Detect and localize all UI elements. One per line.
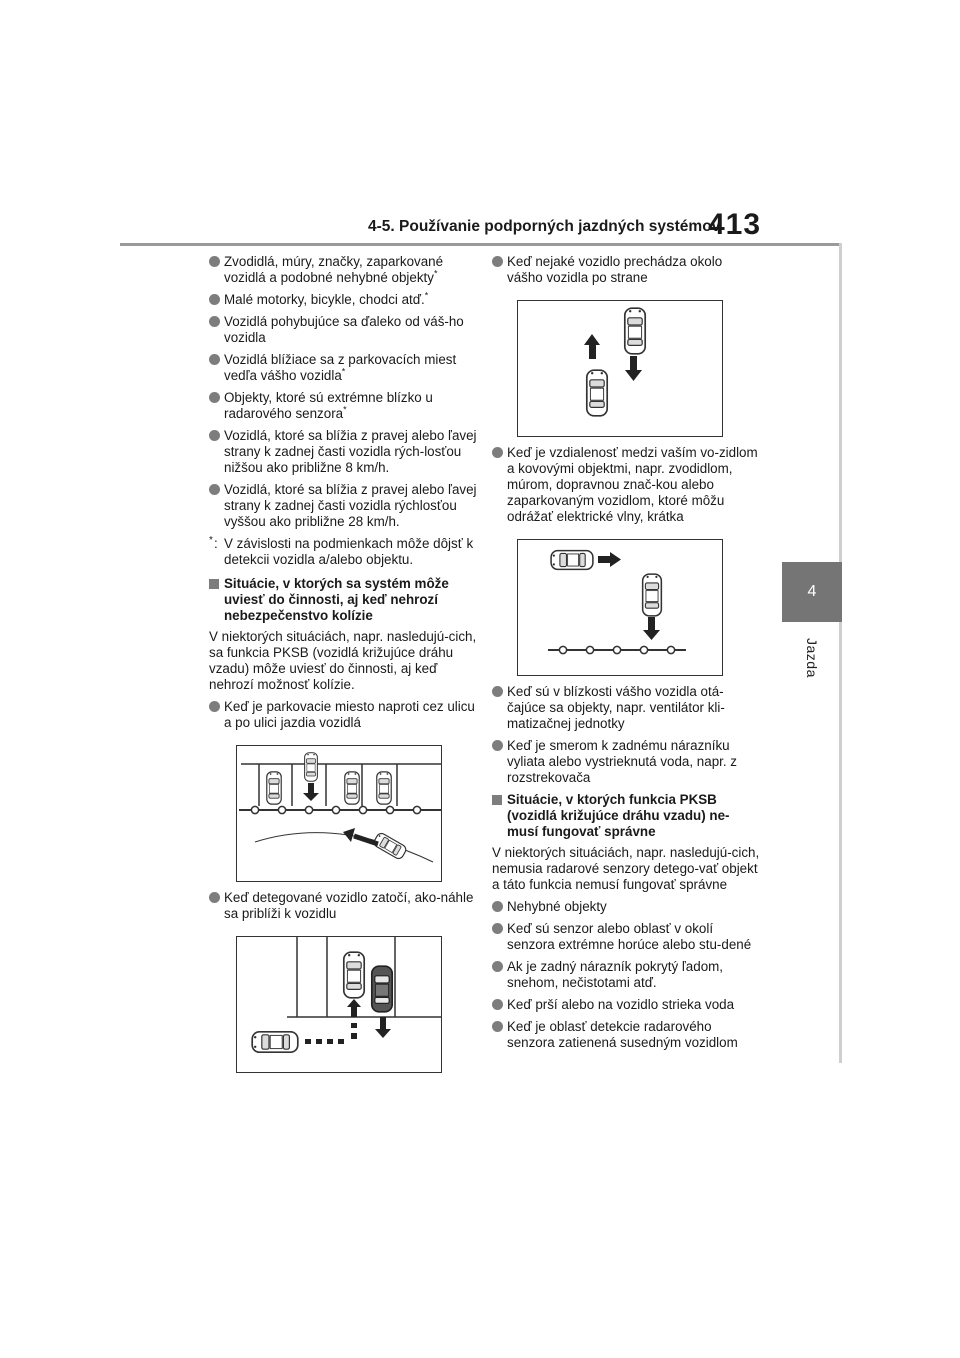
list-item: Ak je zadný nárazník pokrytý ľadom, snehom, nečistotami atď. xyxy=(492,959,760,991)
paragraph: V niektorých situáciách, napr. nasledujú-cich, sa funkcia PKSB (vozidlá križujúce dráhu vzadu) môže uviesť do činnosti, aj keď nehrozí možnosť kolízie. xyxy=(209,629,477,692)
figure-vehicle-passing-side xyxy=(517,300,723,437)
page-number: 413 xyxy=(708,208,762,241)
list-item: Nehybné objekty xyxy=(492,899,760,915)
bullet-dot-icon xyxy=(209,892,220,903)
bullet-dot-icon xyxy=(492,961,503,972)
list-item: Vozidlá, ktoré sa blížia z pravej alebo ľavej strany k zadnej časti vozidla rých-losťou nižšou ako približne 8 km/h. xyxy=(209,428,477,476)
list-item: Keď prší alebo na vozidlo strieka voda xyxy=(492,997,760,1013)
bullet-dot-icon xyxy=(492,686,503,697)
bullet-dot-icon xyxy=(209,256,220,267)
heading-square-icon xyxy=(492,795,502,805)
bullet-dot-icon xyxy=(492,740,503,751)
bullet-dot-icon xyxy=(209,294,220,305)
footnote: * : V závislosti na podmienkach môže dôjsť k detekcii vozidla a/alebo objektu. xyxy=(209,535,474,567)
bullet-dot-icon xyxy=(492,256,503,267)
bullet-dot-icon xyxy=(209,484,220,495)
list-item: Keď nejaké vozidlo prechádza okolo vášho vozidla po strane xyxy=(492,254,760,286)
bullet-dot-icon xyxy=(492,999,503,1010)
bullet-dot-icon xyxy=(209,316,220,327)
chapter-tab[interactable]: 4 xyxy=(782,562,842,622)
list-item: Vozidlá pohybujúce sa ďaleko od váš-ho vozidla xyxy=(209,314,477,346)
list-item: Malé motorky, bicykle, chodci atď.* xyxy=(209,292,477,308)
bullet-dot-icon xyxy=(209,430,220,441)
bullet-dot-icon xyxy=(492,1021,503,1032)
list-item: Objekty, ktoré sú extrémne blízko u radarového senzora* xyxy=(209,390,477,422)
list-item: Keď je parkovacie miesto naproti cez ulicu a po ulici jazdia vozidlá xyxy=(209,699,477,731)
right-column xyxy=(492,254,760,1057)
list-item: Keď sú v blízkosti vášho vozidla otá-čajúce sa objekty, napr. ventilátor kli-matizačnej jednotky xyxy=(492,684,760,732)
section-heading: Situácie, v ktorých funkcia PKSB (vozidlá križujúce dráhu vzadu) ne-musí fungovať správne xyxy=(492,792,760,840)
list-item: Keď sú senzor alebo oblasť v okolí senzora extrémne horúce alebo stu-dené xyxy=(492,921,760,953)
list-item: Vozidlá blížiace sa z parkovacích miest vedľa vášho vozidla* xyxy=(209,352,477,384)
bullet-dot-icon xyxy=(209,701,220,712)
list-item: Vozidlá, ktoré sa blížia z pravej alebo ľavej strany k zadnej časti vozidla rýchlosťou vyššou ako približne 28 km/h. xyxy=(209,482,477,530)
bullet-dot-icon xyxy=(492,923,503,934)
bullet-dot-icon xyxy=(209,354,220,365)
list-item: Keď je oblasť detekcie radarového senzora zatienená susedným vozidlom xyxy=(492,1019,760,1051)
bullet-dot-icon xyxy=(209,392,220,403)
header-section-title: 4-5. Používanie podporných jazdných systémov xyxy=(368,218,721,235)
figure-metal-objects-nearby xyxy=(517,539,723,676)
figure-vehicle-turning xyxy=(236,936,442,1073)
section-heading: Situácie, v ktorých sa systém môže uviesť do činnosti, aj keď nehrozí nebezpečenstvo kolízie xyxy=(209,576,477,624)
figure-parking-across-street xyxy=(236,745,442,882)
list-item: Keď je smerom k zadnému nárazníku vyliata alebo vystrieknutá voda, napr. z rozstrekovača xyxy=(492,738,760,786)
header-rule xyxy=(120,243,840,246)
list-item: Keď detegované vozidlo zatočí, ako-náhle sa priblíži k vozidlu xyxy=(209,890,477,922)
chapter-label: Jazda xyxy=(804,638,820,678)
paragraph: V niektorých situáciách, napr. nasledujú-cich, nemusia radarové senzory detego-vať objekt a táto funkcia nemusí fungovať správne xyxy=(492,845,760,892)
left-column xyxy=(209,254,477,1081)
bullet-dot-icon xyxy=(492,447,503,458)
list-item: Keď je vzdialenosť medzi vaším vo-zidlom a kovovými objektmi, napr. zvodidlom, múrom, dopravnou znač-kou alebo zaparkovaným vozidlom, ktoré môžu odrážať elektrické vlny, krátka xyxy=(492,445,760,525)
list-item: Zvodidlá, múry, značky, zaparkované vozidlá a podobné nehybné objekty* xyxy=(209,254,477,286)
heading-square-icon xyxy=(209,579,219,589)
bullet-dot-icon xyxy=(492,901,503,912)
